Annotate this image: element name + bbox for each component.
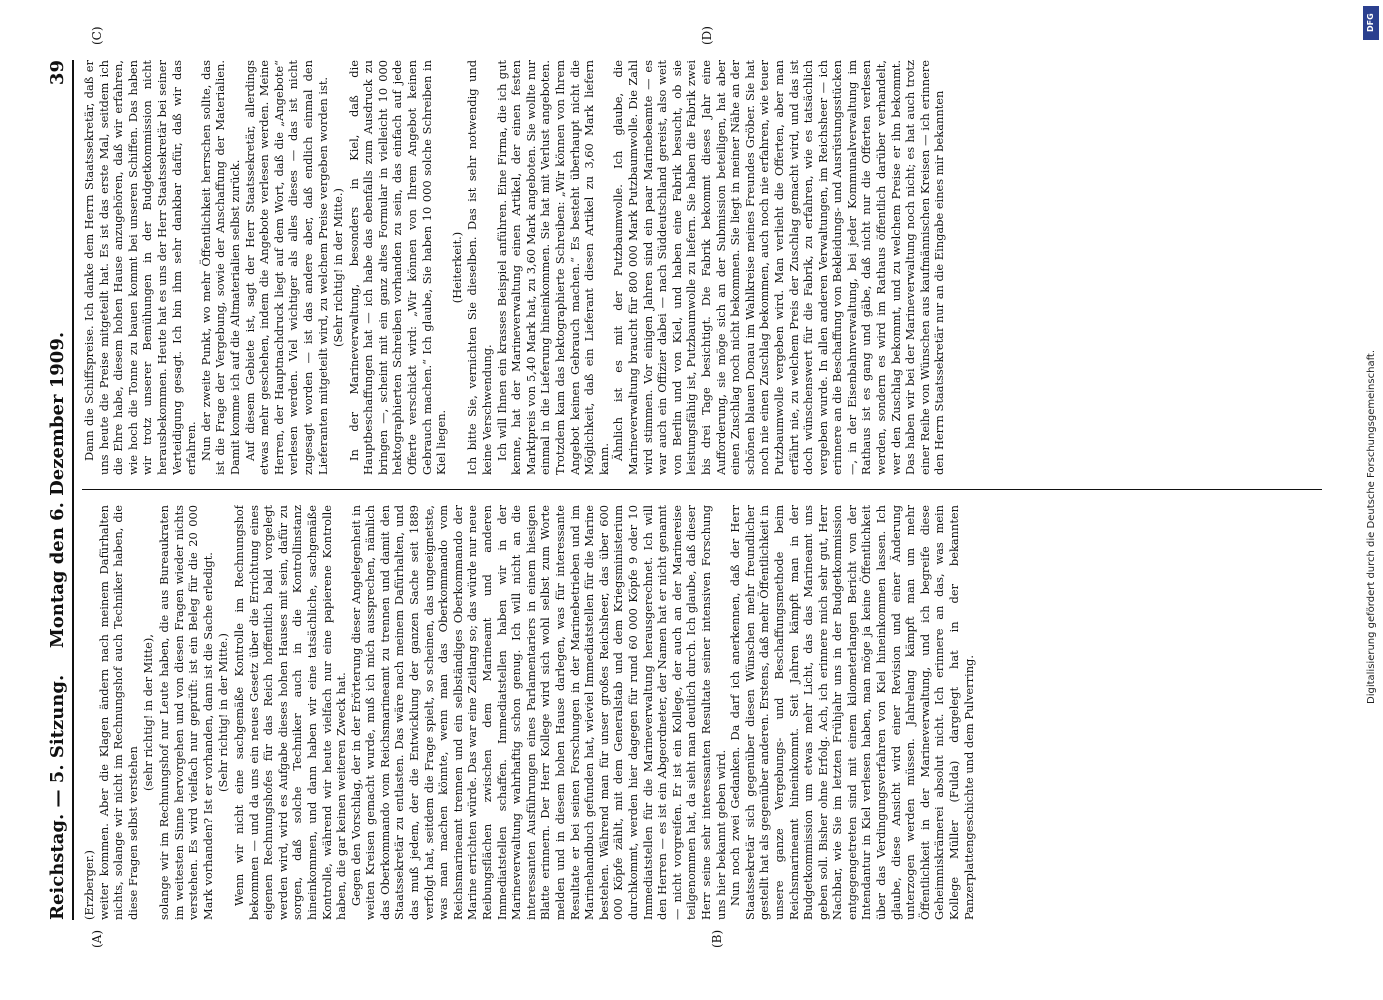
page-header bbox=[40, 60, 74, 920]
interjection: (Heiterkeit.) bbox=[449, 231, 464, 304]
interjection: (Sehr richtig! in der Mitte.) bbox=[216, 633, 231, 792]
paragraph: Auf diesem Gebiete ist, sagt der Herr Staatssekretär, allerdings etwas mehr geschehen, indem die Angebote verlesen werden. Meine Herren, der Hauptnachdruck liegt auf dem Wort, daß die „Angebote“ verlesen werden. Viel wichtiger als alles dieses — das ist nicht zugesagt worden — ist das andere aber, daß endlich einmal den Lieferanten mitgeteilt wird, zu welchem Preise vergeben worden ist. bbox=[242, 60, 330, 475]
margin-mark-a: (A) bbox=[90, 929, 104, 948]
paragraph: Dann die Schiffspreise. Ich danke dem Herrn Staatssekretär, daß er uns heute die Preise mitgeteilt hat. Es ist das erste Mal, seitdem ich die Ehre habe, diesem hohen Hause anzugehören, daß wir erfahren, wie hoch die Tonne zu bauen kommt bei unseren Schiffen. Das haben wir trotz unserer Bemühungen in der Budgetkommission nicht herausbekommen. Heute hat es uns der Herr Staatssekretär bei seiner Verteidigung gesagt. Ich bin ihm sehr dankbar dafür, daß wir das erfahren. bbox=[82, 60, 199, 475]
paragraph: Ich will Ihnen ein krasses Beispiel anführen. Eine Firma, die ich gut kenne, hat der Marineverwaltung einen Artikel, der einen festen Marktpreis von 5,40 Mark hat, zu 3,60 Mark angeboten. Sie wollte nur einmal in die Lieferung hineinkommen. Sie hat mit Verlust angeboten. Trotzdem kam das hektographierte Schreiben: „Wir können von Ihrem Angebot keinen Gebrauch machen.“ Es besteht überhaupt nicht die Möglichkeit, daß ein Lieferant diesen Artikel zu 3,60 Mark liefern kann. bbox=[494, 60, 611, 475]
paragraph: Nun der zweite Punkt, wo mehr Öffentlichkeit herrschen sollte, das ist die Frage der Vergebung, sowie der Anschaffung der Materialien. Damit komme ich auf die Altmaterialien selbst zurück. bbox=[198, 60, 242, 475]
digitization-credit: Digitalisierung gefördert durch die Deutsche Forschungsgemeinschaft. bbox=[1366, 349, 1377, 704]
paragraph: Gegen den Vorschlag, der in der Erörterung dieser Angelegenheit in weiten Kreisen gemacht wurde, muß ich mich aussprechen, nämlich das Oberkommando vom Reichsmarineamt zu trennen und damit den Staatssekretär zu entlasten. Das wäre nach meinem Dafürhalten, und das muß jedem, der die Entwicklung der ganzen Sache seit 1889 verfolgt hat, seitdem die Frage spielt, so scheinen, das ungeeignetste, was man machen könnte, wenn man das Oberkommando vom Reichsmarineamt trennen und ein selbständiges Oberkommando der Marine errichten würde. Das war eine Zeitlang so; das würde nur neue Reibungsflächen zwischen dem Marineamt und anderen Immediatstellen schaffen. Immediatstellen haben wir in der Marineverwaltung wahrhaftig schon genug. Ich will nicht an die interessanten Ausführungen eines Parlamentariers in einem hiesigen Blatte erinnern. Der Herr Kollege wird sich wohl selbst zum Worte melden und in diesem hohen Hause darlegen, was für interessante Resultate er bei seinen Forschungen in der Marinebetrieben und im Marinehandbuch gefunden hat, wieviel Immediatstellen für die Marine bestehen. Während man für unser großes Reichsheer, das über 600 000 Köpfe zählt, mit dem Generalstab und dem Kriegsministerium durchkommt, werden hier dagegen für rund 60 000 Köpfe 9 oder 10 Immediatstellen für die Marineverwaltung herausgerechnet. Ich will den Herren — es ist ein Abgeordneter, der Namen hat er nicht genannt — nicht vorgreifen. Er ist ein Kollege, der auch an der Marinereise teilgenommen hat, da sieht man deutlich durch. Ich glaube, daß dieser Herr seine sehr interessanten Resultate seiner intensiven Forschung uns hier bekannt geben wird. bbox=[348, 505, 728, 920]
paragraph: In der Marineverwaltung, besonders in Kiel, daß die Hauptbeschaffungen hat — ich habe das ebenfalls zum Ausdruck zu bringen —, scheint mit ein ganz altes Formular in vielleicht 10 000 hektographierten Schreiben vorhanden zu sein, das einfach auf jede Offerte verschickt wird: „Wir können von Ihrem Angebot keinen Gebrauch machen.“ Ich glaube, Sie haben 10 000 solche Schreiben in Kiel liegen. bbox=[346, 60, 449, 475]
page-number: 39 bbox=[47, 60, 68, 86]
paragraph: Nun noch zwei Gedanken. Da darf ich anerkennen, daß der Herr Staatssekretär sich gegenüber diesen Wünschen mehr freundlicher gestellt hat als gegenüber anderen. Erstens, daß mehr Öffentlichkeit in unsere ganze Vergebungs- und Beschaffungsmethode beim Reichsmarineamt hineinkommt. Seit Jahren kämpft man in der Budgetkommission um etwas mehr Licht, das das Marineamt uns geben soll. Bisher ohne Erfolg. Ach, ich erinnere mich sehr gut, Herr Nachbar, wie Sie im letzten Frühjahr uns in der Budgetkommission entgegengetreten sind mit einem kilometerlangen Bericht von der Intendantur in Kiel verlesen haben, man möge ja keine Öffentlichkeit über das Verdingungsverfahren von Kiel hineinkommen lassen. Ich glaube, diese Ansicht wird einer Revision und einer Änderung unterzogen werden müssen. Jahrelang kämpft man um mehr Öffentlichkeit in der Marineverwaltung, und ich begreife diese Geheimniskrämerei absolut nicht. Ich erinnere an das, was mein Kollege Müller (Fulda) dargelegt hat in der bekannten Panzerplattengeschichte und dem Pulverring. bbox=[728, 505, 976, 920]
paragraph: Ich bitte Sie, vernichten Sie dieselben. Das ist sehr notwendig und keine Verschwendung. bbox=[465, 60, 495, 475]
dfg-logo: DFG bbox=[1363, 6, 1379, 40]
interjection: (Sehr richtig! in der Mitte.) bbox=[331, 188, 346, 347]
header-date: Montag den 6. Dezember 1909. bbox=[47, 331, 68, 649]
column-divider bbox=[82, 489, 1322, 490]
paragraph: Wenn wir nicht eine sachgemäße Kontrolle im Rechnungshof bekommen — und da uns ein neues Gesetz über die Errichtung eines eigenen Rechnungshofes für das Reich hoffentlich bald vorgelegt werden wird, wird es Aufgabe dieses hohen Hauses mit sein, dafür zu sorgen, daß solche Techniker auch in die Kontrollinstanz hineinkommen, und dann haben wir eine tatsächliche, sachgemäße Kontrolle, während wir heute vielfach nur eine papierene Kontrolle haben, die gar keinen weiteren Zweck hat. bbox=[231, 505, 349, 920]
header-session: Reichstag. — 5. Sitzung. bbox=[47, 674, 68, 920]
paragraph: solange wir im Rechnungshof nur Leute haben, die aus Bureaukraten im weitesten Sinne hervorgehen und von diesen Fragen wieder nichts verstehen. Es wird vielfach nur geprüft: ist ein Beleg für die 20 000 Mark vorhanden? Ist er vorhanden, dann ist die Sache erledigt. bbox=[156, 505, 215, 920]
margin-mark-b: (B) bbox=[710, 929, 724, 948]
paragraph: weiter kommen. Aber die Klagen ändern nach meinem Dafürhalten nichts, solange wir nicht im Rechnungshof auch Techniker haben, die diese Fragen selbst verstehen bbox=[96, 505, 140, 920]
right-column bbox=[82, 60, 1332, 475]
left-column bbox=[82, 505, 1332, 920]
speaker-name: (Erzberger.) bbox=[82, 850, 96, 920]
paragraph: Ähnlich ist es mit der Putzbaumwolle. Ich glaube, die Marineverwaltung braucht für 800 000 Mark Putzbaumwolle. Die Zahl wird stimmen. Vor einigen Jahren sind ein paar Marinebeamte — es war auch ein Offizier dabei — nach Süddeutschland gereist, also weit von Berlin und von Kiel, und haben eine Fabrik besucht, ob sie leistungsfähig ist, Putzbaumwolle zu liefern. Sie haben die Fabrik zwei bis drei Tage besichtigt. Die Fabrik bekommt dieses Jahr eine Aufforderung, sie möge sich an der Submission beteiligen, hat aber einen Zuschlag noch nicht bekommen. Sie liegt in meiner Nähe an der schönen blauen Donau im Wahlkreise meines Freundes Gröber. Sie hat noch nie einen Zuschlag bekommen, auch noch nie erfahren, wie teuer Putzbaumwolle vergeben wird. Man verlieht die Offerten, aber man erfährt nie, zu welchem Preis der Zuschlag gemacht wird, und das ist doch wünschenswert für die Fabrik, zu erfahren, wie es tatsächlich vergeben wurde. In allen anderen Verwaltungen, im Reichsheer — ich erinnere an die Beschaffung von Bekleidungs- und Ausrüstungsstücken —, in der Eisenbahnverwaltung, bei jeder Kommunalverwaltung im Rathaus ist es gang und gäbe, daß nicht nur die Offerten verlesen werden, sondern es wird im Rathaus öffentlich darüber verhandelt, wer den Zuschlag bekommt, und zu welchem Preise er ihn bekommt. Das haben wir bei der Marineverwaltung noch nicht; es hat auch trotz einer Reihe von Wünschen aus kaufmännischen Kreisen — ich erinnere den Herrn Staatssekretär nur an die Eingabe eines mir bekannten bbox=[611, 60, 947, 475]
margin-mark-d: (D) bbox=[700, 26, 714, 45]
interjection: (sehr richtig! in der Mitte), bbox=[141, 634, 156, 791]
margin-mark-c: (C) bbox=[90, 26, 104, 45]
